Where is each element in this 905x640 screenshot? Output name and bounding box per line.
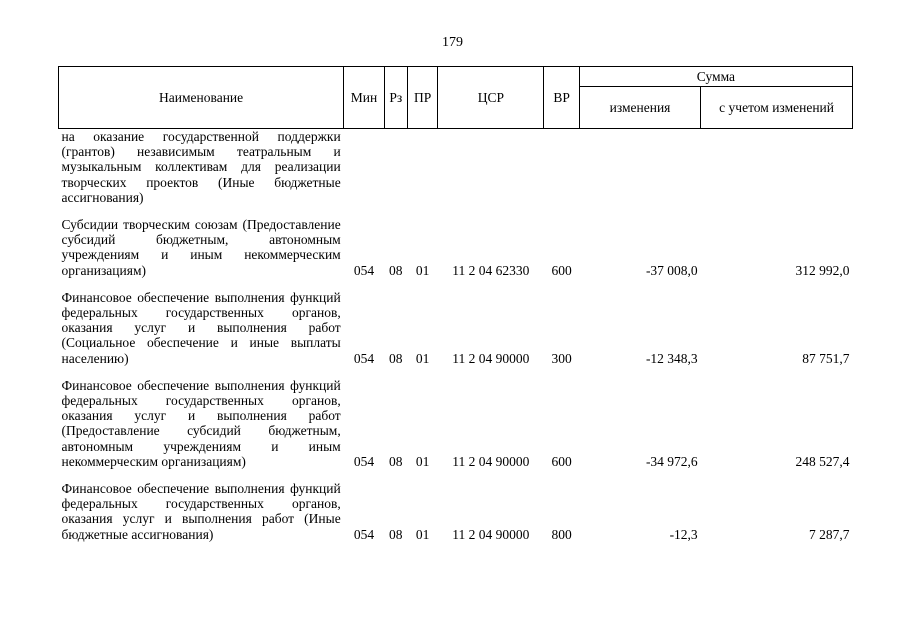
row-rz: 08 xyxy=(389,262,403,278)
row-min: 054 xyxy=(353,526,375,542)
row-changes xyxy=(579,129,700,218)
row-changes: -37 008,0 xyxy=(645,262,698,278)
row-vr: 600 xyxy=(551,453,572,469)
row-csr: 11 2 04 90000 xyxy=(452,453,530,469)
row-changes: -12,3 xyxy=(669,526,698,542)
table-row xyxy=(59,290,853,378)
table-row xyxy=(59,481,853,554)
row-total: 312 992,0 xyxy=(795,262,850,278)
header-csr: ЦСР xyxy=(438,67,544,129)
header-with-changes: с учетом изменений xyxy=(701,87,853,129)
header-name: Наименование xyxy=(59,67,344,129)
row-rz: 08 xyxy=(389,526,403,542)
row-name: Финансовое обеспечение выполнения функций федеральных государственных органов, оказания услуг и выполнения работ (Иные бюджетные ассигнования) xyxy=(61,481,341,542)
row-csr: 11 2 04 62330 xyxy=(452,262,530,278)
row-name: Финансовое обеспечение выполнения функций федеральных государственных органов, оказания услуг и выполнения работ (Предоставление субсидий бюджетным, автономным учреждениям и иным некоммерческим организациям) xyxy=(61,377,341,469)
row-changes: -34 972,6 xyxy=(645,453,698,469)
row-min: 054 xyxy=(353,262,375,278)
row-rz: 08 xyxy=(389,350,403,366)
row-total xyxy=(701,129,853,218)
row-min: 054 xyxy=(353,453,375,469)
row-rz: 08 xyxy=(389,453,403,469)
budget-table xyxy=(58,66,853,554)
row-total: 87 751,7 xyxy=(802,350,850,366)
table-row xyxy=(59,378,853,481)
header-sum: Сумма xyxy=(579,67,852,87)
row-min: 054 xyxy=(353,350,375,366)
row-csr: 11 2 04 90000 xyxy=(452,526,530,542)
row-pr: 01 xyxy=(415,350,430,366)
table-row xyxy=(59,217,853,290)
row-pr: 01 xyxy=(415,453,430,469)
row-total: 7 287,7 xyxy=(809,526,850,542)
row-vr: 300 xyxy=(551,350,572,366)
row-pr: 01 xyxy=(415,526,430,542)
row-pr: 01 xyxy=(415,262,430,278)
row-name: Субсидии творческим союзам (Предоставление субсидий бюджетным, автономным учреждениям и иным некоммерческим организациям) xyxy=(61,217,341,278)
table-row xyxy=(59,129,853,218)
header-rz: Рз xyxy=(384,67,407,129)
row-vr: 600 xyxy=(551,262,572,278)
header-pr: ПР xyxy=(407,67,437,129)
row-vr: 800 xyxy=(551,526,572,542)
row-changes: -12 348,3 xyxy=(645,350,698,366)
page-number: 179 xyxy=(442,35,463,50)
row-csr xyxy=(438,129,544,218)
row-pr xyxy=(407,129,437,218)
header-min: Мин xyxy=(344,67,384,129)
row-vr xyxy=(544,129,579,218)
header-vr: ВР xyxy=(544,67,579,129)
row-min xyxy=(344,129,384,218)
header-changes: изменения xyxy=(579,87,700,129)
row-name: Финансовое обеспечение выполнения функций федеральных государственных органов, оказания услуг и выполнения работ (Социальное обеспечение и иные выплаты населению) xyxy=(61,289,341,366)
row-total: 248 527,4 xyxy=(795,453,850,469)
row-rz xyxy=(384,129,407,218)
row-name: на оказание государственной поддержки (грантов) независимым театральным и музыкальным коллективам для реализации творческих проектов (Иные бюджетные ассигнования) xyxy=(61,129,341,205)
row-csr: 11 2 04 90000 xyxy=(452,350,530,366)
